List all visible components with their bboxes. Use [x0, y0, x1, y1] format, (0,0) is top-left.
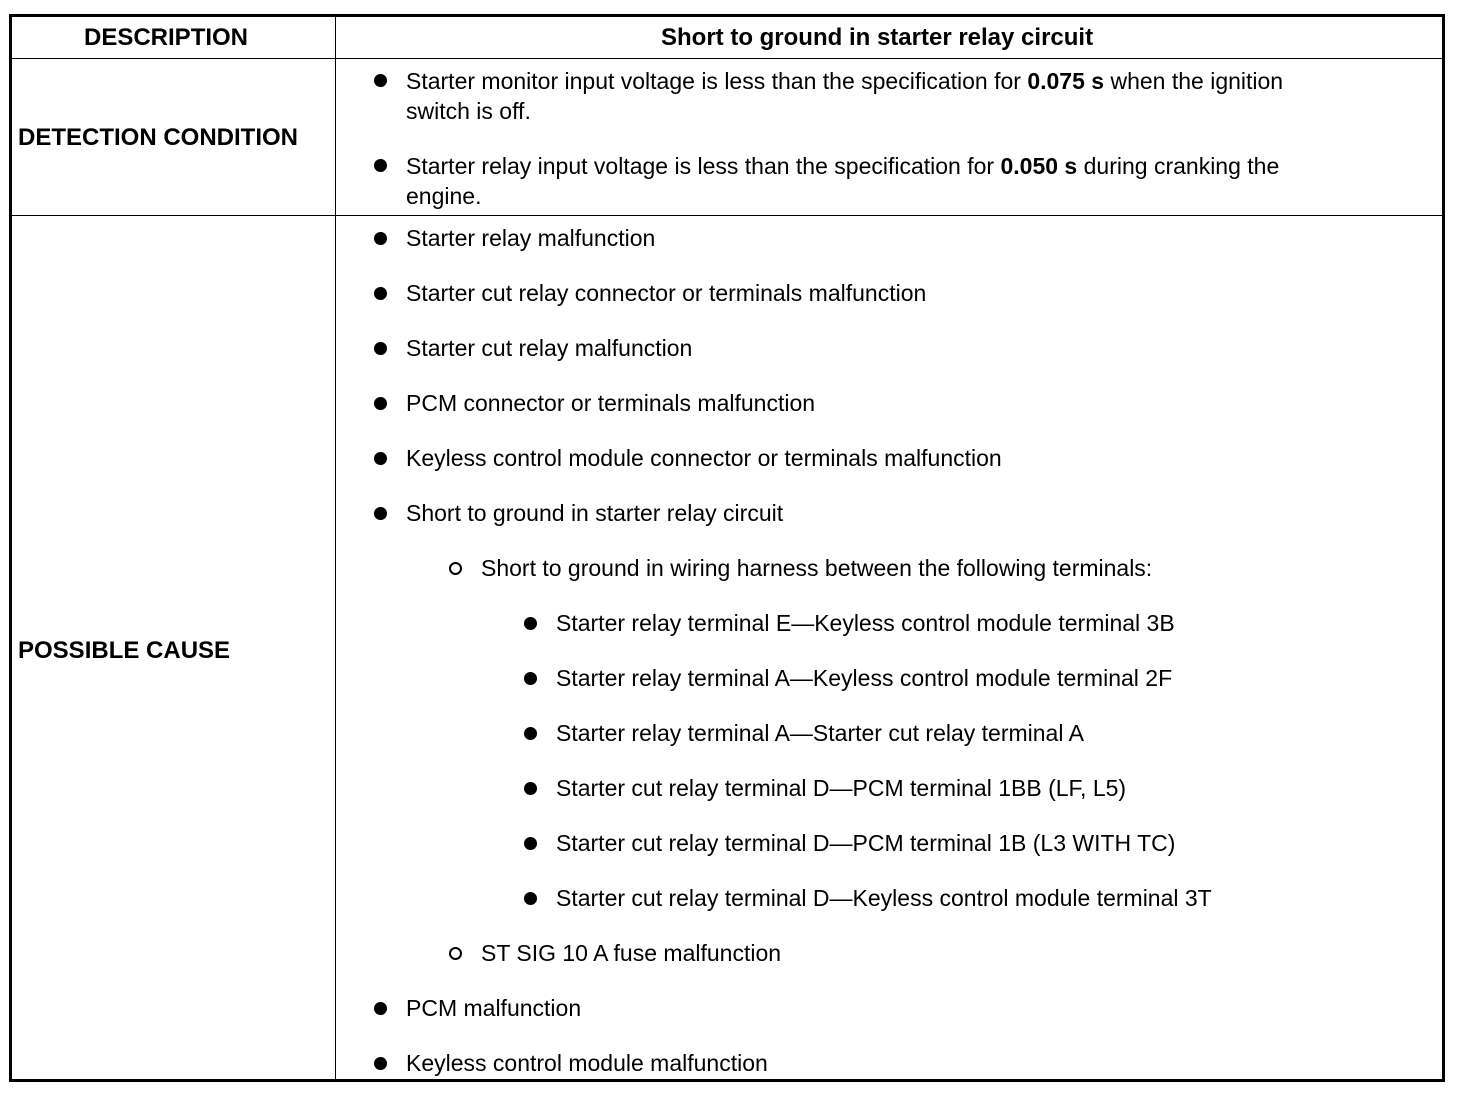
bullet-icon	[524, 837, 537, 850]
header-description: DESCRIPTION	[84, 24, 249, 51]
bullet-icon	[374, 287, 387, 300]
bullet-icon	[374, 232, 387, 245]
bullet-icon	[374, 452, 387, 465]
bullet-icon	[524, 672, 537, 685]
cause-terminal-item: Starter cut relay terminal D—Keyless control module terminal 3T	[556, 885, 1212, 911]
bullet-icon	[374, 507, 387, 520]
possible-cause-label: POSSIBLE CAUSE	[18, 637, 231, 664]
header-title: Short to ground in starter relay circuit	[661, 24, 1094, 51]
bullet-icon	[374, 159, 387, 172]
detection-time-2: 0.050 s	[1000, 153, 1078, 179]
detection-item-2-line-2: engine.	[406, 183, 482, 209]
bullet-icon	[524, 782, 537, 795]
cause-item: PCM connector or terminals malfunction	[406, 390, 816, 416]
bullet-icon	[374, 1002, 387, 1015]
sub-bullet-icon	[449, 947, 462, 960]
bullet-icon	[374, 1057, 387, 1070]
column-divider	[335, 17, 336, 1079]
cause-sub-item: ST SIG 10 A fuse malfunction	[481, 940, 782, 966]
cause-item: Starter cut relay connector or terminals malfunction	[406, 280, 927, 306]
cause-terminal-item: Starter relay terminal A—Keyless control module terminal 2F	[556, 665, 1173, 691]
cause-item: Starter relay malfunction	[406, 225, 656, 251]
bullet-icon	[374, 342, 387, 355]
detection-time-1: 0.075 s	[1027, 68, 1105, 94]
detection-condition-label: DETECTION CONDITION	[18, 124, 298, 151]
cause-item: PCM malfunction	[406, 995, 582, 1021]
cause-terminal-item: Starter cut relay terminal D—PCM terminal 1BB (LF, L5)	[556, 775, 1127, 801]
bullet-icon	[374, 397, 387, 410]
cause-item: Keyless control module malfunction	[406, 1050, 768, 1076]
cause-sub-item: Short to ground in wiring harness between the following terminals:	[481, 555, 1153, 581]
cause-terminal-item: Starter cut relay terminal D—PCM terminal 1B (L3 WITH TC)	[556, 830, 1176, 856]
bullet-icon	[524, 617, 537, 630]
cause-terminal-item: Starter relay terminal A—Starter cut relay terminal A	[556, 720, 1084, 746]
detection-item-2-line-1: Starter relay input voltage is less than the specification for 0.050 s during cranking the	[406, 153, 1280, 179]
cause-item: Starter cut relay malfunction	[406, 335, 693, 361]
cause-item: Keyless control module connector or terminals malfunction	[406, 445, 1002, 471]
detection-item-1-line-2: switch is off.	[406, 98, 531, 124]
cause-item: Short to ground in starter relay circuit	[406, 500, 784, 526]
sub-bullet-icon	[449, 562, 462, 575]
bullet-icon	[524, 892, 537, 905]
detection-row-divider	[12, 215, 1442, 216]
bullet-icon	[374, 74, 387, 87]
detection-item-1-line-1: Starter monitor input voltage is less than the specification for 0.075 s when the ignition	[406, 68, 1284, 94]
header-row-divider	[12, 58, 1442, 59]
bullet-icon	[524, 727, 537, 740]
cause-terminal-item: Starter relay terminal E—Keyless control module terminal 3B	[556, 610, 1175, 636]
